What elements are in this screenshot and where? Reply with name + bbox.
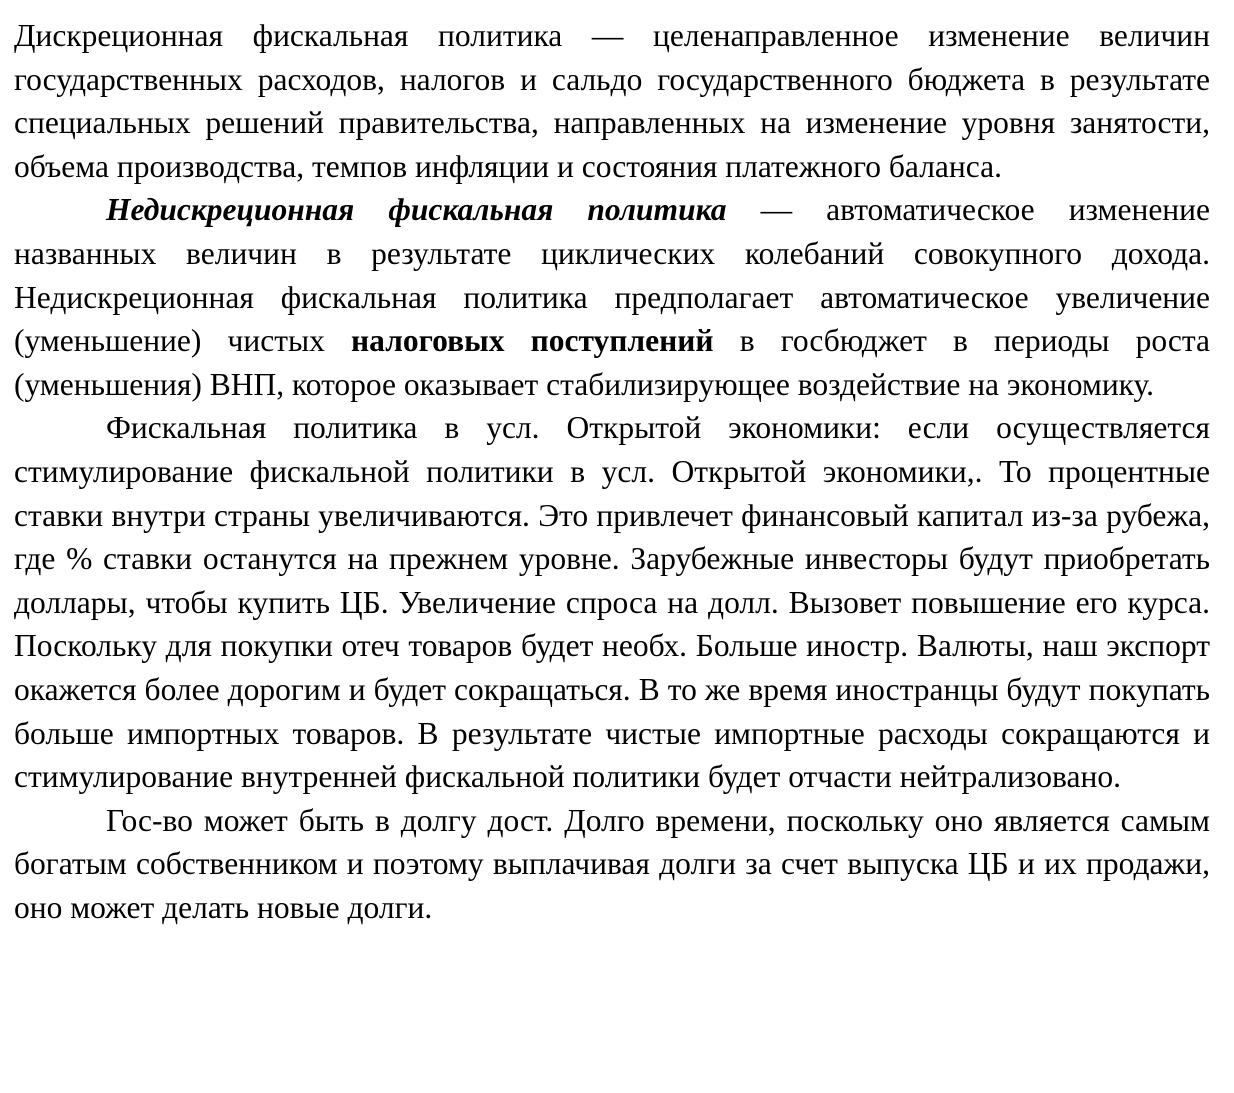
paragraph-discretionary-policy: Дискреционная фискальная политика — целенаправленное изменение величин государственных расходов, налогов и сальдо государственного бюджета в результате специальных решений правительства, направленных на изменение уровня занятости, объема производства, темпов инфляции и состояния платежного баланса. xyxy=(14,18,1210,184)
document-page xyxy=(14,14,1210,1089)
paragraph-text-part-2: в госбюджет в периоды роста (уменьшения) ВНП, которое оказывает стабилизирующее воздействие на экономику. xyxy=(14,323,1210,402)
paragraph-text-part-1: — автоматическое изменение названных величин в результате циклических колебаний совокупного дохода. Недискреционная фискальная политика предполагает автоматическое увеличение (уменьшение) чистых xyxy=(14,192,1210,359)
paragraph-nondiscretionary-policy xyxy=(14,188,1210,406)
term-nondiscretionary-policy: Недискреционная фискальная политика xyxy=(106,192,727,228)
paragraph-open-economy: Фискальная политика в усл. Открытой экономики: если осуществляется стимулирование фискальной политики в усл. Открытой экономики,. То процентные ставки внутри страны увеличиваются. Это привлечет финансовый капитал из-за рубежа, где % ставки останутся на прежнем уровне. Зарубежные инвесторы будут приобретать доллары, чтобы купить ЦБ. Увеличение спроса на долл. Вызовет повышение его курса. Поскольку для покупки отеч товаров будет необх. Больше иностр. Валюты, наш экспорт окажется более дорогим и будет сокращаться. В то же время иностранцы будут покупать больше импортных товаров. В результате чистые импортные расходы сокращаются и стимулирование внутренней фискальной политики будет отчасти нейтрализовано. xyxy=(14,410,1210,795)
bold-tax-revenues: налоговых поступлений xyxy=(351,323,714,359)
paragraph-state-debt: Гос-во может быть в долгу дост. Долго времени, поскольку оно является самым богатым собственником и поэтому выплачивая долги за счет выпуска ЦБ и их продажи, оно может делать новые долги. xyxy=(14,802,1210,925)
